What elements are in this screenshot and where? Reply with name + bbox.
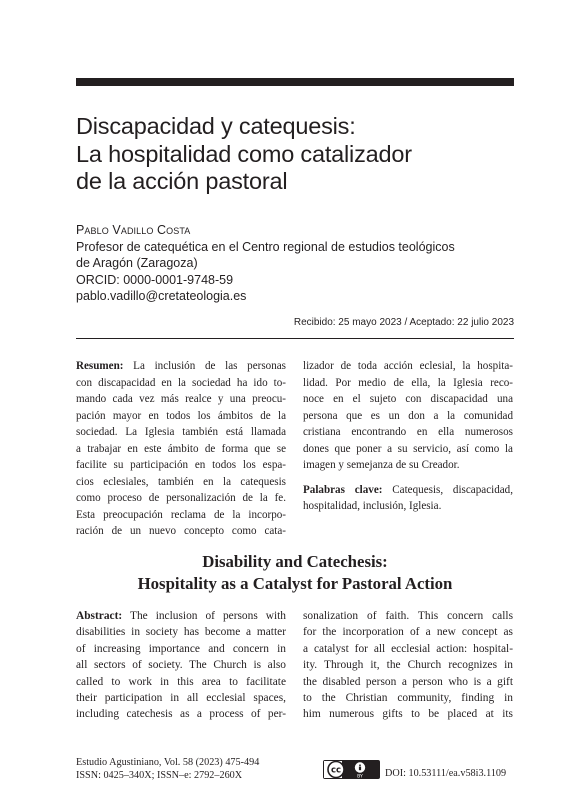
cc-by-icon-graphic [323, 760, 380, 779]
text-line: sociedad. La Iglesia también está llamada [76, 426, 286, 438]
author-orcid: ORCID: 0000-0001-9748-59 [76, 272, 234, 287]
text-line: pación mayor en todos los ámbitos de la [76, 409, 286, 422]
title-line: de la acción pastoral [76, 168, 288, 194]
keywords-line: Palabras clave: Catequesis, discapacidad, [303, 483, 513, 496]
text-line: Resumen: La inclusión de las personas [76, 360, 286, 372]
author-email: pablo.vadillo@cretateologia.es [76, 289, 247, 303]
abstract-label: Abstract: [76, 610, 123, 622]
received-accepted-dates: Recibido: 25 mayo 2023 / Aceptado: 22 julio 2023 [293, 317, 514, 328]
text-line: facilite su participación en todos los espa- [76, 459, 286, 471]
text-line: ración de un nuevo concepto como cata- [76, 525, 286, 537]
text-line: for the incorporation of a new concept as [303, 626, 513, 639]
text-line: imagen y semejanza de su Creador. [303, 459, 460, 471]
article-title [76, 113, 526, 196]
text-line: cristiana encontrando en ella numerosos [303, 426, 513, 438]
text-line: a trabajar en este ámbito de forma que se [76, 442, 286, 455]
keywords-label: Palabras clave: [303, 483, 383, 496]
text-line: called to work in this area to facilitate [76, 675, 286, 688]
text-line: of increasing importance and concern in [76, 642, 286, 655]
text-line: disabilities in society has become a matter [76, 626, 286, 639]
text-line: all sectors of society. The Church is also [76, 659, 286, 672]
text-line: Abstract: The inclusion of persons with [76, 610, 286, 622]
text-line: persona que es un don a la comunidad [303, 409, 513, 422]
text-line: to the Christian community, finding in [303, 691, 513, 704]
abstract-right-column [303, 608, 513, 723]
doi[interactable]: DOI: 10.53111/ea.v58i3.1109 [385, 768, 507, 779]
text-line: mando cada vez más realce y una preocu- [76, 393, 286, 405]
abstract-left-column [76, 608, 286, 723]
text-line: Esta preocupación reclama de la incorpo- [76, 508, 286, 521]
text-line: ity. Through it, the Church recognizes in [303, 659, 513, 672]
text-line: como proceso de personalización de la fe. [76, 492, 286, 504]
text-line: lizador de toda acción eclesial, la hospita- [303, 360, 513, 372]
title-line: La hospitalidad como catalizador [76, 140, 412, 167]
text-line: con discapacidad en la sociedad ha ido to- [76, 376, 286, 389]
text-line: cios eclesiales, también en la catequesis [76, 475, 286, 488]
text-line: noce en el sujeto con discapacidad una [303, 393, 513, 405]
journal-citation: Estudio Agustiniano, Vol. 58 (2023) 475-494 [76, 757, 260, 768]
resumen-label: Resumen: [76, 360, 124, 372]
text-line: including catechesis as a process of per- [76, 708, 286, 721]
english-title-line: Disability and Catechesis: [202, 552, 388, 571]
text-line: him numerous gifts to be placed at its [303, 708, 513, 721]
top-rule [76, 78, 514, 86]
text-line: their participation in all ecclesial spaces, [76, 691, 286, 704]
resumen-right-column [303, 358, 513, 515]
text-line: a catalyst for all ecclesial action: hospital- [303, 642, 513, 655]
resumen-left-column [76, 358, 286, 540]
author-affiliation: de Aragón (Zaragoza) [76, 256, 198, 270]
author-affiliation: Profesor de catequética en el Centro regional de estudios teológicos [76, 239, 455, 254]
text-line: sonalization of faith. This concern calls [303, 610, 513, 622]
text-line: the disabled person a person who is a gift [303, 675, 513, 688]
english-title-line: Hospitality as a Catalyst for Pastoral Action [137, 574, 453, 593]
text-line: lidad. Por medio de ella, la Iglesia reco- [303, 376, 513, 389]
cc-by-icon [323, 760, 380, 779]
author-block [76, 222, 526, 305]
author-name: Pablo Vadillo Costa [76, 223, 191, 237]
journal-footer [76, 756, 259, 782]
text-line: dones que poner a su servicio, así como la [303, 442, 513, 455]
by-text: BY [357, 774, 363, 779]
keywords-line: hospitalidad, inclusión, Iglesia. [303, 500, 442, 512]
title-line: Discapacidad y catequesis: [76, 113, 356, 139]
journal-issn: ISSN: 0425–340X; ISSN–e: 2792–260X [76, 770, 243, 781]
english-title [66, 551, 524, 595]
section-rule [76, 338, 514, 339]
cc-text: cc [330, 765, 342, 776]
spacer [303, 474, 513, 482]
